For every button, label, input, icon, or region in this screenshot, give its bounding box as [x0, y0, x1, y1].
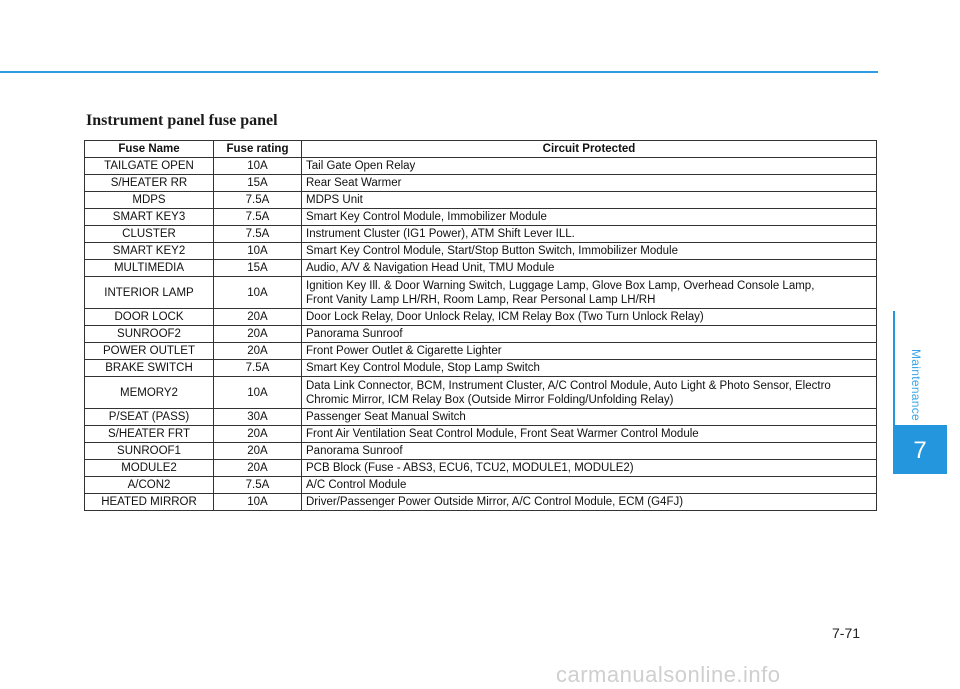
circuit-protected-cell [302, 360, 877, 377]
circuit-line: Audio, A/V & Navigation Head Unit, TMU Module [306, 262, 555, 274]
circuit-line: MDPS Unit [306, 194, 363, 206]
circuit-protected-cell [302, 426, 877, 443]
fuse-name-cell: SMART KEY3 [85, 209, 214, 226]
circuit-protected-cell [302, 209, 877, 226]
circuit-line: Tail Gate Open Relay [306, 160, 416, 172]
fuse-rating-cell: 10A [214, 494, 302, 511]
circuit-line: Smart Key Control Module, Stop Lamp Switch [306, 362, 540, 374]
table-row [85, 243, 877, 260]
circuit-protected-cell [302, 175, 877, 192]
watermark: carmanualsonline.info [556, 662, 781, 687]
header-fuse-name: Fuse Name [85, 141, 214, 158]
circuit-line: Rear Seat Warmer [306, 177, 402, 189]
fuse-rating-cell: 15A [214, 175, 302, 192]
table-row [85, 477, 877, 494]
table-row [85, 360, 877, 377]
table-row [85, 343, 877, 360]
section-title: Instrument panel fuse panel [86, 112, 278, 129]
circuit-protected-cell [302, 377, 877, 409]
table-row [85, 158, 877, 175]
circuit-protected-cell [302, 409, 877, 426]
header-rule [0, 71, 878, 73]
table-row [85, 260, 877, 277]
circuit-line: Panorama Sunroof [306, 445, 403, 457]
fuse-name-cell: TAILGATE OPEN [85, 158, 214, 175]
fuse-rating-cell: 20A [214, 460, 302, 477]
table-row [85, 377, 877, 409]
fuse-rating-cell: 20A [214, 326, 302, 343]
fuse-name-cell: S/HEATER RR [85, 175, 214, 192]
fuse-rating-cell: 20A [214, 426, 302, 443]
fuse-rating-cell: 10A [214, 377, 302, 409]
fuse-rating-cell: 7.5A [214, 360, 302, 377]
fuse-rating-cell: 30A [214, 409, 302, 426]
table-row [85, 494, 877, 511]
table-row [85, 277, 877, 309]
circuit-protected-cell [302, 309, 877, 326]
page-number: 7-71 [832, 625, 861, 641]
header-circuit-protected: Circuit Protected [302, 141, 877, 158]
circuit-protected-cell [302, 226, 877, 243]
circuit-line: Instrument Cluster (IG1 Power), ATM Shift Lever ILL. [306, 228, 575, 240]
table-row [85, 326, 877, 343]
circuit-protected-cell [302, 192, 877, 209]
circuit-line: Smart Key Control Module, Immobilizer Module [306, 211, 547, 223]
circuit-line: Panorama Sunroof [306, 328, 403, 340]
fuse-name-cell: MEMORY2 [85, 377, 214, 409]
table-row [85, 192, 877, 209]
fuse-rating-cell: 7.5A [214, 477, 302, 494]
fuse-name-cell: P/SEAT (PASS) [85, 409, 214, 426]
fuse-rating-cell: 7.5A [214, 192, 302, 209]
fuse-name-cell: A/CON2 [85, 477, 214, 494]
table-row [85, 426, 877, 443]
fuse-rating-cell: 7.5A [214, 209, 302, 226]
fuse-table-body [85, 158, 877, 511]
circuit-line: PCB Block (Fuse - ABS3, ECU6, TCU2, MODULE1, MODULE2) [306, 462, 634, 474]
fuse-name-cell: SUNROOF1 [85, 443, 214, 460]
fuse-name-cell: POWER OUTLET [85, 343, 214, 360]
fuse-table [84, 140, 877, 511]
circuit-line: Front Vanity Lamp LH/RH, Room Lamp, Rear Personal Lamp LH/RH [306, 293, 656, 306]
fuse-name-cell: DOOR LOCK [85, 309, 214, 326]
circuit-protected-cell [302, 277, 877, 309]
fuse-name-cell: MDPS [85, 192, 214, 209]
circuit-line: Passenger Seat Manual Switch [306, 411, 466, 423]
circuit-protected-cell [302, 243, 877, 260]
fuse-rating-cell: 10A [214, 158, 302, 175]
chapter-number: 7 [913, 437, 927, 464]
table-row [85, 209, 877, 226]
fuse-name-cell: MODULE2 [85, 460, 214, 477]
circuit-line: Ignition Key Ill. & Door Warning Switch, Luggage Lamp, Glove Box Lamp, Overhead Console Lamp, [306, 279, 815, 292]
circuit-line: Front Air Ventilation Seat Control Module, Front Seat Warmer Control Module [306, 428, 699, 440]
circuit-protected-cell [302, 494, 877, 511]
circuit-line: Driver/Passenger Power Outside Mirror, A/C Control Module, ECM (G4FJ) [306, 496, 684, 508]
fuse-name-cell: HEATED MIRROR [85, 494, 214, 511]
circuit-line: Chromic Mirror, ICM Relay Box (Outside Mirror Folding/Unfolding Relay) [306, 393, 674, 406]
circuit-line: A/C Control Module [306, 479, 407, 491]
circuit-protected-cell [302, 443, 877, 460]
header-fuse-rating: Fuse rating [214, 141, 302, 158]
fuse-name-cell: CLUSTER [85, 226, 214, 243]
circuit-line: Front Power Outlet & Cigarette Lighter [306, 345, 502, 357]
fuse-rating-cell: 10A [214, 243, 302, 260]
fuse-rating-cell: 15A [214, 260, 302, 277]
circuit-protected-cell [302, 158, 877, 175]
circuit-line: Smart Key Control Module, Start/Stop Button Switch, Immobilizer Module [306, 245, 678, 257]
fuse-rating-cell: 20A [214, 343, 302, 360]
circuit-protected-cell [302, 343, 877, 360]
table-row [85, 226, 877, 243]
fuse-name-cell: BRAKE SWITCH [85, 360, 214, 377]
chapter-label: Maintenance [909, 348, 923, 421]
table-row [85, 460, 877, 477]
fuse-rating-cell: 20A [214, 309, 302, 326]
fuse-rating-cell: 10A [214, 277, 302, 309]
fuse-rating-cell: 20A [214, 443, 302, 460]
fuse-name-cell: MULTIMEDIA [85, 260, 214, 277]
circuit-protected-cell [302, 326, 877, 343]
circuit-line: Door Lock Relay, Door Unlock Relay, ICM Relay Box (Two Turn Unlock Relay) [306, 311, 704, 323]
circuit-protected-cell [302, 460, 877, 477]
table-row [85, 409, 877, 426]
table-row [85, 175, 877, 192]
table-header-row [85, 141, 877, 158]
fuse-rating-cell: 7.5A [214, 226, 302, 243]
fuse-name-cell: S/HEATER FRT [85, 426, 214, 443]
circuit-line: Data Link Connector, BCM, Instrument Cluster, A/C Control Module, Auto Light & Photo Sensor, Electro [306, 379, 831, 392]
fuse-name-cell: SUNROOF2 [85, 326, 214, 343]
fuse-name-cell: SMART KEY2 [85, 243, 214, 260]
circuit-protected-cell [302, 260, 877, 277]
table-row [85, 443, 877, 460]
circuit-protected-cell [302, 477, 877, 494]
fuse-name-cell: INTERIOR LAMP [85, 277, 214, 309]
table-row [85, 309, 877, 326]
